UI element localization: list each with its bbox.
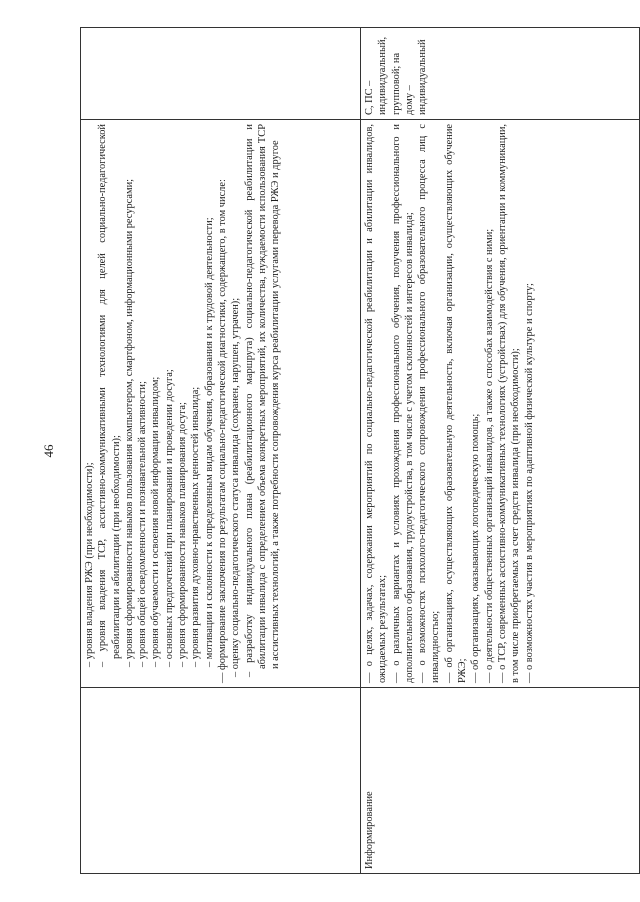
service-form-cell bbox=[81, 28, 361, 120]
page-number: 46 bbox=[41, 444, 56, 458]
list-item: — о деятельности общественных организаций инвалидов, а также о способах взаимодействия с ними; bbox=[483, 228, 495, 683]
list-item: – уровня сформированности навыков планирования досуга; bbox=[177, 402, 189, 667]
list-item: — формирование заключения по результатам социально-педагогической диагностики, содержащего, в том числе: bbox=[216, 179, 228, 683]
table-row bbox=[361, 28, 640, 874]
list-item: – уровня общей осведомленности и познавательной активности; bbox=[137, 381, 149, 667]
service-content-cell bbox=[361, 120, 640, 688]
list-item: — об организациях, осуществляющих образовательную деятельность, включая организации, осуществляющих обучение РЖЭ; bbox=[443, 124, 469, 683]
list-item: – оценку социально-педагогического статуса инвалида (сохранен, нарушен, утрачен); bbox=[230, 297, 242, 677]
list-item: — о возможностях психолого-педагогического сопровождения профессионального образовательного процесса лиц с инвалидностью; bbox=[417, 124, 442, 683]
list-item: – разработку индивидуального плана (реабилитационного маршрута) социально-педагогической реабилитации и абилитации инвалида с определением объема конкретных мероприятий, их количества, нуждаемости использования ТСР и ассистивных технологий, а также потребности сопровождения курса реабилитации услугами перевода РЖЭ и другое bbox=[243, 124, 282, 677]
list-item: — о различных вариантах и условиях прохождения профессионального обучения, получения профессионального и дополнительного образования, трудоустройства, в том числе с учетом склонностей и интересов инвалида; bbox=[390, 124, 415, 683]
list-item: – уровня обучаемости и освоения новой информации инвалидом; bbox=[150, 376, 162, 667]
table-row bbox=[81, 28, 361, 874]
service-label-cell: Информирование bbox=[361, 688, 640, 874]
list-item: — об организациях, оказывающих логопедическую помощь; bbox=[470, 413, 482, 683]
service-label-cell bbox=[81, 688, 361, 874]
item-list bbox=[83, 124, 282, 683]
list-item: — о возможностях участия в мероприятиях по адаптивной физической культуре и спорту; bbox=[523, 283, 535, 683]
list-item: – основных предпочтений при планировании и проведении досуга; bbox=[163, 369, 175, 667]
service-content-cell bbox=[81, 120, 361, 688]
list-item: – уровня развития духовно-нравственных ценностей инвалида; bbox=[190, 386, 202, 667]
rotated-page bbox=[80, 28, 639, 874]
services-table bbox=[80, 27, 640, 874]
list-item: – уровня владения РЖЭ (при необходимости); bbox=[84, 462, 95, 667]
item-list bbox=[363, 124, 536, 683]
list-item: — о ТСР, современных ассистивно-коммуникативных технологиях (устройствах) для обучения, ориентации и коммуникации, в том числе приобретаемых за счет средств инвалида (при необходимости); bbox=[496, 124, 522, 683]
list-item: – мотивации и склонности к определенным видам обучения, образования и к трудовой деятельности; bbox=[203, 217, 215, 667]
list-item: – уровня сформированности навыков пользования компьютером, смартфоном, информационными ресурсами; bbox=[123, 178, 135, 667]
list-item: — о целях, задачах, содержании мероприятий по социально-педагогической реабилитации и абилитации инвалидов, ожидаемых результатах; bbox=[364, 124, 389, 683]
list-item: – уровня владения ТСР, ассистивно-коммуникативными технологиями для целей социально-педагогической реабилитации и абилитации (при необходимости); bbox=[97, 124, 122, 667]
service-form-cell: С, ПС – индивидуальный, групповой; на дому – индивидуальный bbox=[361, 28, 640, 120]
